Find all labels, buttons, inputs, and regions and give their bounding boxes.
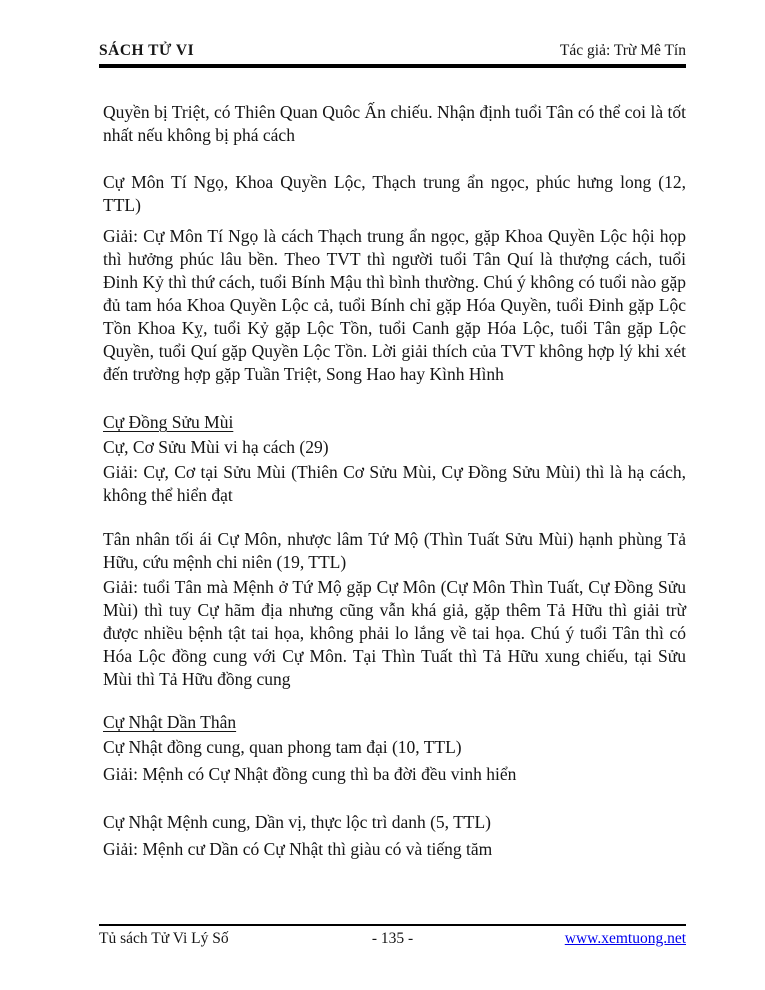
section-heading: Cự Nhật Dần Thân [103,712,237,732]
paragraph: Cự Nhật Mệnh cung, Dần vị, thực lộc trì danh (5, TTL) [103,812,492,832]
paragraph: Giải: Mệnh có Cự Nhật đồng cung thì ba đời đều vinh hiển [103,764,517,784]
paragraph: Cự, Cơ Sửu Mùi vi hạ cách (29) [103,437,329,457]
author-credit: Tác giả: Trừ Mê Tín [559,42,686,59]
series-title: Tủ sách Tử Vi Lý Số [99,930,229,947]
paragraph: Quyền bị Triệt, có Thiên Quan Quôc Ấn chiếu. Nhận định tuổi Tân có thể coi là tốt nhất nếu không bị phá cách [103,102,686,145]
section-heading: Cự Đồng Sửu Mùi [103,412,234,432]
paragraph: Tân nhân tối ái Cự Môn, nhược lâm Tứ Mộ (Thìn Tuất Sửu Mùi) hạnh phùng Tả Hữu, cứu mệnh chi niên (19, TTL) [103,529,686,572]
page-body [103,101,686,861]
website-link[interactable]: www.xemtuong.net [564,930,687,947]
paragraph: Giải: Cự, Cơ tại Sửu Mùi (Thiên Cơ Sửu Mùi, Cự Đồng Sửu Mùi) thì là hạ cách, không thể hiển đạt [103,462,686,505]
paragraph: Giải: Mệnh cư Dần có Cự Nhật thì giàu có và tiếng tăm [103,839,493,859]
paragraph: Cự Môn Tí Ngọ, Khoa Quyền Lộc, Thạch trung ẩn ngọc, phúc hưng long (12, TTL) [103,172,686,215]
book-title: SÁCH TỬ VI [99,42,195,59]
running-footer [99,924,686,948]
paragraph: Cự Nhật đồng cung, quan phong tam đại (10, TTL) [103,737,462,757]
running-header [99,42,686,68]
page-number: - 135 - [371,930,414,947]
paragraph: Giải: Cự Môn Tí Ngọ là cách Thạch trung ẩn ngọc, gặp Khoa Quyền Lộc hội họp thì hưởng phúc lâu bền. Theo TVT thì người tuổi Tân Quí là thượng cách, tuổi Đinh Kỷ thì thứ cách, tuổi Bính Mậu thì bình thường. Chú ý không có tuổi nào gặp đủ tam hóa Khoa Quyền Lộc cả, tuổi Bính chỉ gặp Hóa Quyền, tuổi Đinh gặp Lộc Tồn Khoa Kỵ, tuổi Kỷ gặp Lộc Tồn, tuổi Canh gặp Hóa Lộc, tuổi Tân gặp Lộc Quyền, tuổi Quí gặp Quyền Lộc Tồn. Lời giải thích của TVT không hợp lý khi xét đến trường hợp gặp Tuần Triệt, Song Hao hay Kình Hình [103,226,686,384]
paragraph: Giải: tuổi Tân mà Mệnh ở Tứ Mộ gặp Cự Môn (Cự Môn Thìn Tuất, Cự Đồng Sửu Mùi) thì tuy Cự hãm địa nhưng cũng vẫn khá giả, gặp thêm Tả Hữu thì giải trừ được nhiều bệnh tật tai họa, không phải lo lắng về tai họa. Chú ý tuổi Tân thì có Hóa Lộc đồng cung với Cự Môn. Tại Thìn Tuất thì Tả Hữu xung chiếu, tại Sửu Mùi thì Tả Hữu đồng cung [103,577,686,689]
